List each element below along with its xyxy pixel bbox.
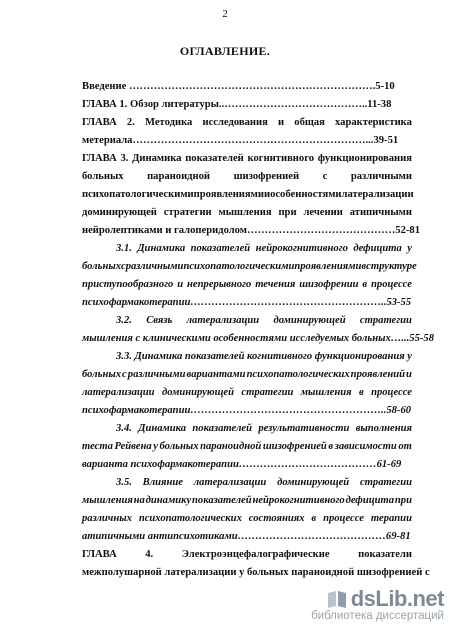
page-title: ОГЛАВЛЕНИЕ.	[179, 44, 271, 58]
watermark-logo-text: dsLib.net	[350, 586, 444, 611]
toc-line: метериала…………………………………………………………...39-51	[82, 135, 399, 146]
toc-line: теста Рейвена у больных параноидной шизофренией в зависимости от	[82, 441, 412, 452]
watermark	[311, 586, 444, 622]
toc-entry	[82, 312, 434, 348]
toc-entry	[82, 96, 412, 114]
toc-line: различных психопатологических состояниях в процессе терапии	[82, 513, 412, 524]
toc-line: 3.1. Динамика показателей нейрокогнитивного дефицита у	[116, 243, 412, 254]
toc-line: ГЛАВА 1. Обзор литературы..…………………………………..11-38	[82, 99, 392, 110]
toc-line: Введение …………………………………………………………….5-10	[82, 81, 395, 92]
toc-entry	[82, 474, 412, 546]
toc-line: нейролептиками и галоперидолом……………………………………52-81	[82, 225, 421, 236]
toc-line: ГЛАВА 4. Электроэнцефалографические показатели	[82, 549, 412, 560]
toc-line: психофармакотерапии………………………………………………..53-55	[82, 297, 412, 308]
book-icon	[326, 589, 348, 609]
toc-line: приступообразного и непрерывного течения шизофрении в процессе	[82, 279, 412, 290]
toc-entry	[82, 114, 412, 150]
toc-entry	[82, 150, 421, 240]
toc-line: 3.4. Динамика показателей результативности выполнения	[116, 423, 412, 434]
toc-entry	[82, 348, 412, 420]
toc-line: мышления с клиническими особенностями исследуемых больных…...55-58	[82, 333, 434, 344]
toc-line: латерализации доминирующей стратегии мышления в процессе	[82, 387, 412, 398]
toc-line: варианта психофармакотерапии…………………………………61-69	[82, 459, 402, 470]
toc-line: 3.5. Влияние латерализации доминирующей стратегии	[116, 477, 412, 488]
toc-entry	[82, 240, 417, 312]
toc-line: межполушарной латерализации у больных параноидной шизофренией с	[82, 567, 430, 578]
toc-line: психофармакотерапии………………………………………………..58-60	[82, 405, 412, 416]
toc-line: 3.3. Динамика показателей когнитивного функционирования у	[116, 351, 412, 362]
toc-line: ГЛАВА 2. Методика исследования и общая характеристика	[82, 117, 412, 128]
watermark-subtitle: библиотека диссертаций	[311, 610, 444, 622]
toc-line: больных параноидной шизофренией с различными	[82, 171, 412, 182]
table-of-contents	[82, 78, 434, 582]
toc-entry	[82, 420, 412, 474]
toc-line: ГЛАВА 3. Динамика показателей когнитивного функционирования	[82, 153, 412, 164]
toc-line: доминирующей стратегии мышления при лечении атипичными	[82, 207, 412, 218]
toc-line: психопатологическими проявлениями и особенностями латерализации	[82, 189, 414, 200]
toc-entry	[82, 546, 430, 582]
toc-line: 3.2. Связь латерализации доминирующей стратегии	[116, 315, 412, 326]
toc-entry	[82, 78, 412, 96]
toc-line: мышления на динамику показателей нейрокогнитивного дефицита при	[82, 495, 412, 506]
toc-line: больных с различными психопатологическими проявлениями в структуре	[82, 261, 417, 272]
page-number: 2	[222, 8, 228, 20]
toc-line: больных с различными вариантами психопатологических проявлений и	[82, 369, 412, 380]
watermark-logo	[311, 586, 444, 612]
toc-line: атипичными антипсихотиками……………………………………69-81	[82, 531, 411, 542]
